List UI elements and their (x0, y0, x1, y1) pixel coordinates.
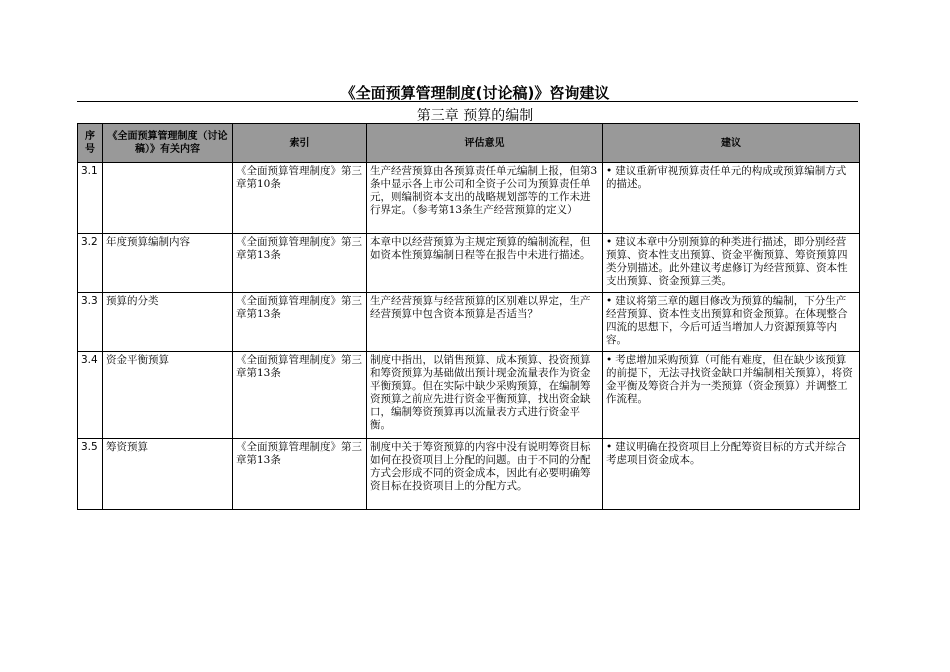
row-index: 《全面预算管理制度》第三章第13条 (233, 439, 367, 510)
suggestion-text: 建议重新审视预算责任单元的构成或预算编制方式的描述。 (606, 165, 847, 190)
bullet-icon: • (606, 441, 613, 453)
table-row (78, 439, 860, 510)
row-assessment: 制度中关于筹资预算的内容中没有说明筹资目标如何在投资项目上分配的问题。由于不同的分配方式会形成不同的资金成本，因此有必要明确筹资目标在投资项目上的分配方式。 (367, 439, 603, 510)
title-underline (77, 101, 858, 102)
row-assessment: 制度中指出，以销售预算、成本预算、投资预算和筹资预算为基础做出预计现金流量表作为资金平衡预算。但在实际中缺少采购预算，在编制筹资预算之前应先进行资金平衡预算，找出资金缺口，编制筹资预算再以流量表方式进行资金平衡。 (367, 352, 603, 439)
header-index: 索引 (233, 124, 367, 163)
row-no: 3.4 (78, 352, 103, 439)
row-assessment: 本章中以经营预算为主规定预算的编制流程，但如资本性预算编制日程等在报告中未进行描述。 (367, 234, 603, 293)
row-content: 筹资预算 (103, 439, 233, 510)
row-index: 《全面预算管理制度》第三章第13条 (233, 352, 367, 439)
row-index: 《全面预算管理制度》第三章第13条 (233, 234, 367, 293)
row-content: 预算的分类 (103, 293, 233, 352)
bullet-icon: • (606, 354, 613, 366)
row-suggestion (603, 293, 860, 352)
row-suggestion (603, 234, 860, 293)
row-content: 资金平衡预算 (103, 352, 233, 439)
page-title: 《全面预算管理制度(讨论稿)》咨询建议 (340, 84, 610, 102)
suggestion-text: 建议本章中分别预算的种类进行描述，即分别经营预算、资本性支出预算、资金平衡预算、筹资预算四类分别描述。此外建议考虑修订为经营预算、资本性支出预算、资金预算三类。 (606, 236, 848, 287)
row-no: 3.3 (78, 293, 103, 352)
suggestion-text: 建议明确在投资项目上分配筹资目标的方式并综合考虑项目资金成本。 (606, 441, 847, 466)
row-assessment: 生产经营预算由各预算责任单元编制上报，但第3条中显示各上市公司和全资子公司为预算责任单元，则编制资本支出的战略规划部等的工作未进行界定。（参考第13条生产经营预算的定义） (367, 163, 603, 234)
suggestion-text: 考虑增加采购预算（可能有难度，但在缺少该预算的前提下，无法寻找资金缺口并编制相关预算），将资金平衡及筹资合并为一类预算（资金预算）并调整工作流程。 (606, 354, 853, 405)
row-no: 3.2 (78, 234, 103, 293)
chapter-title: 第三章 预算的编制 (416, 108, 534, 124)
row-suggestion (603, 163, 860, 234)
bullet-icon: • (606, 236, 613, 248)
header-suggestion: 建议 (603, 124, 860, 163)
suggestion-text: 建议将第三章的题目修改为预算的编制，下分生产经营预算、资本性支出预算和资金预算。在体现整合四流的思想下，今后可适当增加人力资源预算等内容。 (606, 295, 848, 346)
bullet-icon: • (606, 295, 613, 307)
row-index: 《全面预算管理制度》第三章第13条 (233, 293, 367, 352)
header-no: 序号 (78, 124, 103, 163)
row-suggestion (603, 439, 860, 510)
row-content: 年度预算编制内容 (103, 234, 233, 293)
row-assessment: 生产经营预算与经营预算的区别难以界定，生产经营预算中包含资本预算是否适当？ (367, 293, 603, 352)
row-content (103, 163, 233, 234)
consulting-table (77, 123, 860, 510)
bullet-icon: • (606, 165, 613, 177)
header-assessment: 评估意见 (367, 124, 603, 163)
table-row (78, 352, 860, 439)
row-suggestion (603, 352, 860, 439)
row-no: 3.1 (78, 163, 103, 234)
table-row (78, 293, 860, 352)
table-row (78, 234, 860, 293)
row-index: 《全面预算管理制度》第三章第10条 (233, 163, 367, 234)
row-no: 3.5 (78, 439, 103, 510)
header-content: 《全面预算管理制度（讨论稿）》有关内容 (103, 124, 233, 163)
header-row (78, 124, 860, 163)
table-row (78, 163, 860, 234)
